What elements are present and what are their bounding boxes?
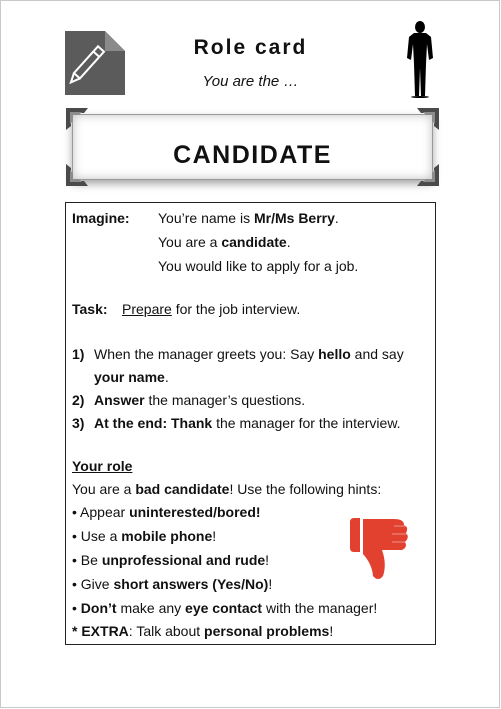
task-rest: for the job interview. [171, 301, 301, 317]
hint-bold: unprofessional and rude [101, 552, 266, 568]
role-name: CANDIDATE [173, 141, 332, 169]
role-text: You are a [72, 481, 136, 497]
step-2 [72, 390, 84, 410]
step-bold: At the end: Thank [94, 415, 213, 431]
task-label: Task: [72, 301, 108, 317]
step-text: the manager for the interview. [212, 415, 401, 431]
step-number: 3) [72, 415, 85, 431]
imagine-line-2 [158, 232, 291, 252]
step-number: 2) [72, 392, 85, 408]
hint-bold: mobile phone [121, 528, 213, 544]
step-3 [72, 413, 84, 433]
task-line [72, 299, 108, 319]
step-3-text [94, 413, 401, 433]
hint-item [72, 502, 261, 522]
role-intro [72, 479, 381, 499]
imagine-text: You’re name is [158, 210, 254, 226]
imagine-text: You are a [158, 234, 222, 250]
hint-bold: uninterested/bored! [129, 504, 261, 520]
extra-hint [72, 621, 333, 641]
step-text: and say [350, 346, 404, 362]
role-bold: bad candidate [135, 481, 230, 497]
bullet: • [72, 600, 77, 616]
imagine-bold: candidate [221, 234, 287, 250]
hint-text: Appear [80, 504, 130, 520]
step-number: 1) [72, 346, 85, 362]
hint-text: Use a [80, 528, 122, 544]
page-subtitle: You are the … [202, 73, 299, 90]
hint-text: Give [80, 576, 114, 592]
role-banner [66, 108, 439, 186]
bullet: • [72, 528, 77, 544]
role-heading: Your role [72, 458, 133, 474]
hint-text: ! [268, 576, 273, 592]
hint-text: with the manager! [262, 600, 378, 616]
extra-label: EXTRA [81, 623, 129, 639]
corner-ornament-icon [417, 164, 439, 186]
hint-text: ! [212, 528, 217, 544]
step-text: When the manager greets you: Say [94, 346, 319, 362]
extra-bold: personal problems [204, 623, 330, 639]
hint-text: ! [265, 552, 270, 568]
page-title: Role card [193, 36, 308, 59]
imagine-text: . [334, 210, 339, 226]
step-text: . [164, 369, 169, 385]
step-bold: your name [94, 369, 165, 385]
role-banner-frame [72, 114, 433, 180]
hint-text: make any [116, 600, 186, 616]
corner-ornament-icon [66, 164, 88, 186]
extra-text: ! [329, 623, 334, 639]
extra-text: : Talk about [128, 623, 205, 639]
task-text [122, 299, 300, 319]
imagine-label: Imagine: [72, 210, 130, 226]
role-text: ! Use the following hints: [229, 481, 382, 497]
step-1 [72, 344, 84, 364]
hint-bold: Don’t [80, 600, 117, 616]
step-bold: Answer [94, 392, 145, 408]
imagine-line-1 [158, 208, 339, 228]
step-1-continuation [94, 367, 169, 387]
thumbs-down-icon [348, 516, 410, 582]
bullet: • [72, 576, 77, 592]
hint-text: Be [80, 552, 102, 568]
step-1-text [94, 344, 404, 364]
person-silhouette-icon [402, 20, 438, 98]
corner-ornament-icon [66, 108, 88, 130]
imagine-text: . [286, 234, 291, 250]
candidate-name: Mr/Ms Berry [253, 210, 335, 226]
corner-ornament-icon [417, 108, 439, 130]
step-2-text [94, 390, 305, 410]
imagine-line-3: You would like to apply for a job. [158, 258, 359, 274]
hint-item [72, 574, 272, 594]
hint-bold: eye contact [185, 600, 263, 616]
extra-star: * [72, 623, 78, 639]
bullet: • [72, 504, 77, 520]
step-bold: hello [318, 346, 351, 362]
task-underlined: Prepare [122, 301, 172, 317]
imagine-section [72, 208, 130, 228]
bullet: • [72, 552, 77, 568]
hint-bold: short answers (Yes/No) [113, 576, 269, 592]
hint-item [72, 526, 216, 546]
step-text: the manager’s questions. [144, 392, 306, 408]
hint-item [72, 598, 377, 618]
hint-item [72, 550, 269, 570]
